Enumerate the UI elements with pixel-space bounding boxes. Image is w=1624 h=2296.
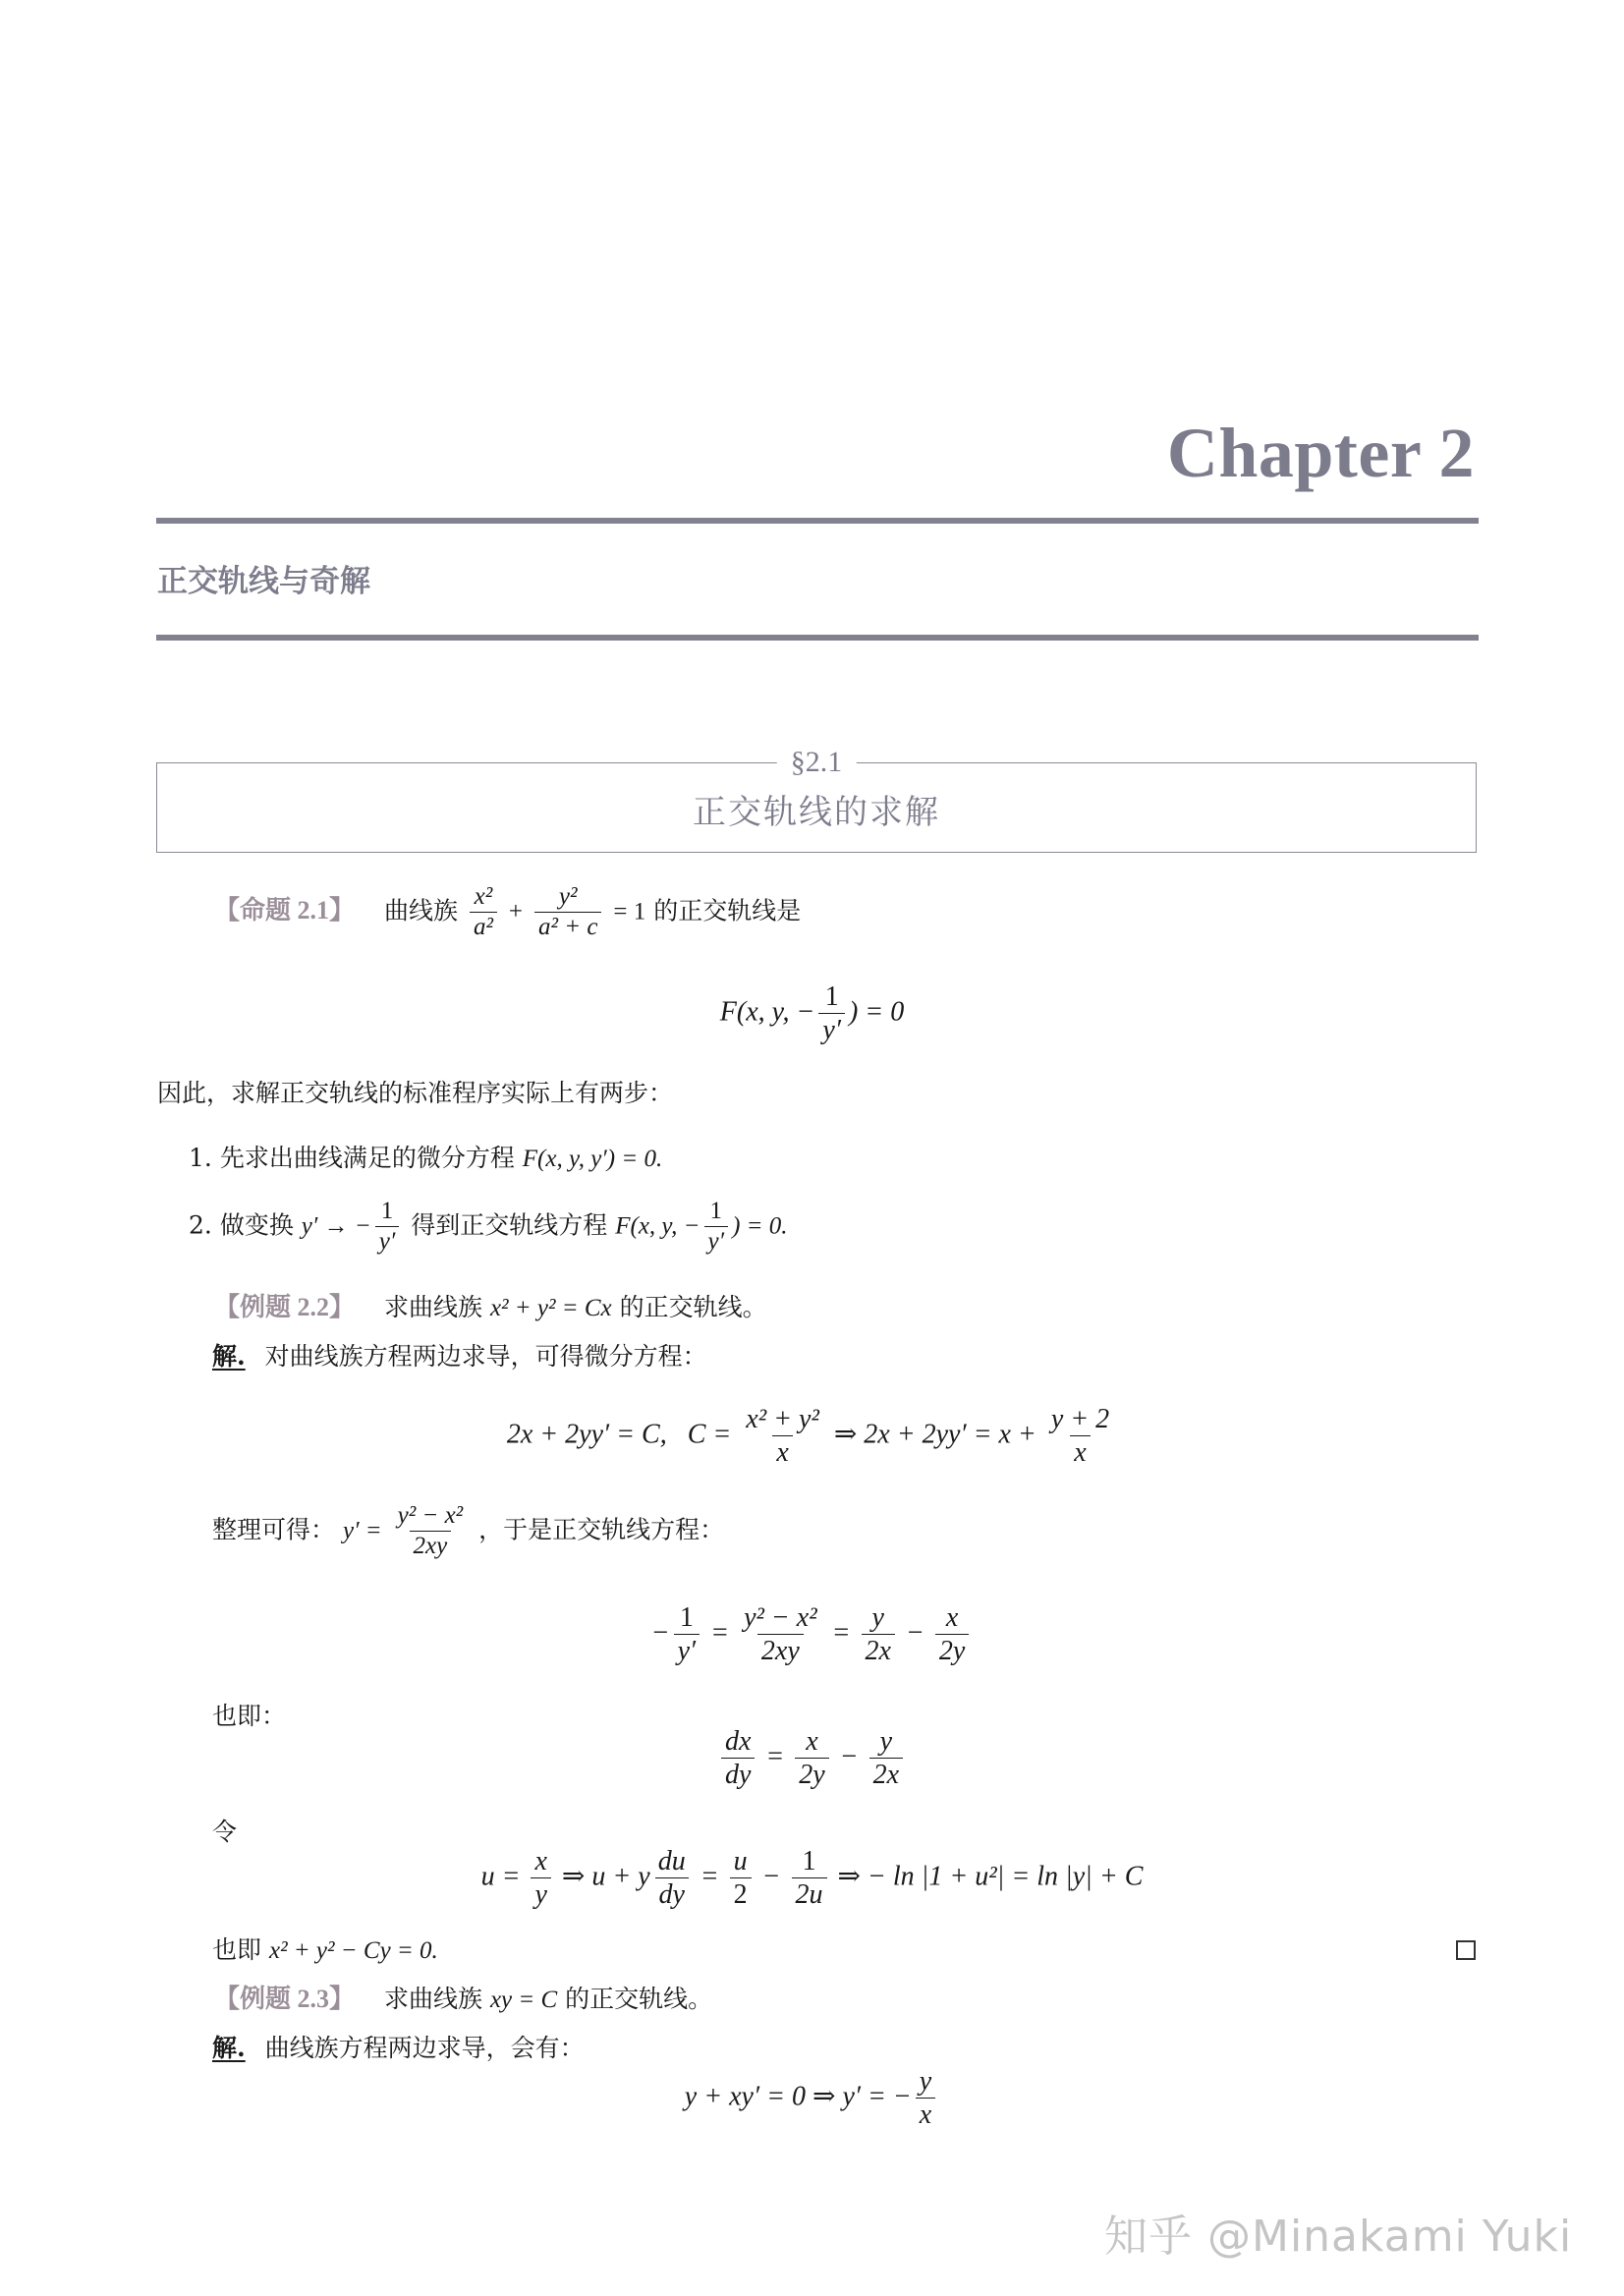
proposition-label: 【命题 2.1】 — [214, 896, 356, 925]
equation-substitution: u = $\frac{x}{y}$ ⇒ u + y $\frac{du}{dy}$ = $\frac{u}{2}$ − $\frac{1}{2u}$ ⇒ − ln |1 + u²| = ln |y| + C — [480, 1846, 1144, 1911]
chapter-bottom-rule — [156, 635, 1479, 641]
tidy-line: 整理可得： y′ = $\frac{\text{y² − x²}}{2xy}$ ，于是正交轨线方程： — [212, 1502, 725, 1560]
example-2-3: 【例题 2.3】 求曲线族 xy = C 的正交轨线。 — [214, 1985, 713, 2013]
equation-dx-dy: $\frac{dx}{dy}$ = $\frac{x}{2y}$ − $\frac{y}{2x}$ — [0, 1727, 1624, 1790]
fraction: $\frac{\text{y²}}{\text{a² + c}}$ — [534, 884, 601, 941]
solution-label: 解. — [212, 2034, 246, 2062]
display-equation-orthogonal: F(x, y, − $\frac{1}{y'}$ ) = 0 — [719, 981, 905, 1046]
example-label: 【例题 2.3】 — [214, 1985, 356, 2013]
fraction: $\frac{\text{x²}}{\text{a²}}$ — [470, 884, 497, 941]
watermark: 知乎 @Minakami Yuki — [1104, 2212, 1573, 2262]
proposition-text: 曲线族 — [383, 896, 458, 925]
solution-2-3-intro: 解. 曲线族方程两边求导，会有： — [212, 2034, 585, 2062]
let-label: 令 — [212, 1818, 238, 1846]
solution-label: 解. — [212, 1342, 246, 1371]
equation-derivative: 2x + 2yy′ = C, C = $\frac{\text{x² + y²}}{x}$ ⇒ 2x + 2yy′ = x + $\frac{y + 2}{x}$ — [506, 1404, 1110, 1469]
chapter-title: Chapter 2 — [1166, 414, 1475, 492]
proposition-2-1: 【命题 2.1】 曲线族 $\frac{\text{x²}}{\text{a²}}$ + $\frac{\text{y²}}{\text{a² + c}}$ = 1 的正交轨线是 — [214, 883, 802, 941]
equation-2-3: y + xy′ = 0 ⇒ y′ = − $\frac{y}{x}$ — [0, 2067, 1624, 2130]
section-heading-box — [156, 746, 1477, 853]
solution-2-2-intro: 解. 对曲线族方程两边求导，可得微分方程： — [212, 1342, 707, 1371]
conclusion-2-2: 也即 x² + y² − Cy = 0. — [212, 1935, 438, 1964]
example-2-2: 【例题 2.2】 求曲线族 x² + y² = Cx 的正交轨线。 — [214, 1293, 767, 1321]
example-label: 【例题 2.2】 — [214, 1293, 356, 1321]
chapter-subtitle: 正交轨线与奇解 — [157, 564, 370, 599]
procedure-intro: 因此，求解正交轨线的标准程序实际上有两步： — [157, 1079, 674, 1107]
section-title: 正交轨线的求解 — [693, 793, 940, 832]
procedure-step-2: 2. 做变换 y′ → − $\frac{1}{y'}$ 得到正交轨线方程 F(x, y, − $\frac{1}{y'}$ ) = 0. — [189, 1198, 788, 1256]
equation-orthogonal-2-2: − $\frac{1}{y'}$ = $\frac{\text{y² − x²}}{2xy}$ = $\frac{y}{2x}$ − $\frac{x}{2y}$ — [0, 1603, 1624, 1666]
also-label: 也即： — [212, 1702, 287, 1730]
chapter-top-rule — [156, 518, 1479, 524]
qed-square-icon — [1456, 1940, 1476, 1960]
procedure-step-1: 1. 先求出曲线满足的微分方程 F(x, y, y′) = 0. — [189, 1144, 663, 1172]
section-number: §2.1 — [777, 746, 857, 779]
